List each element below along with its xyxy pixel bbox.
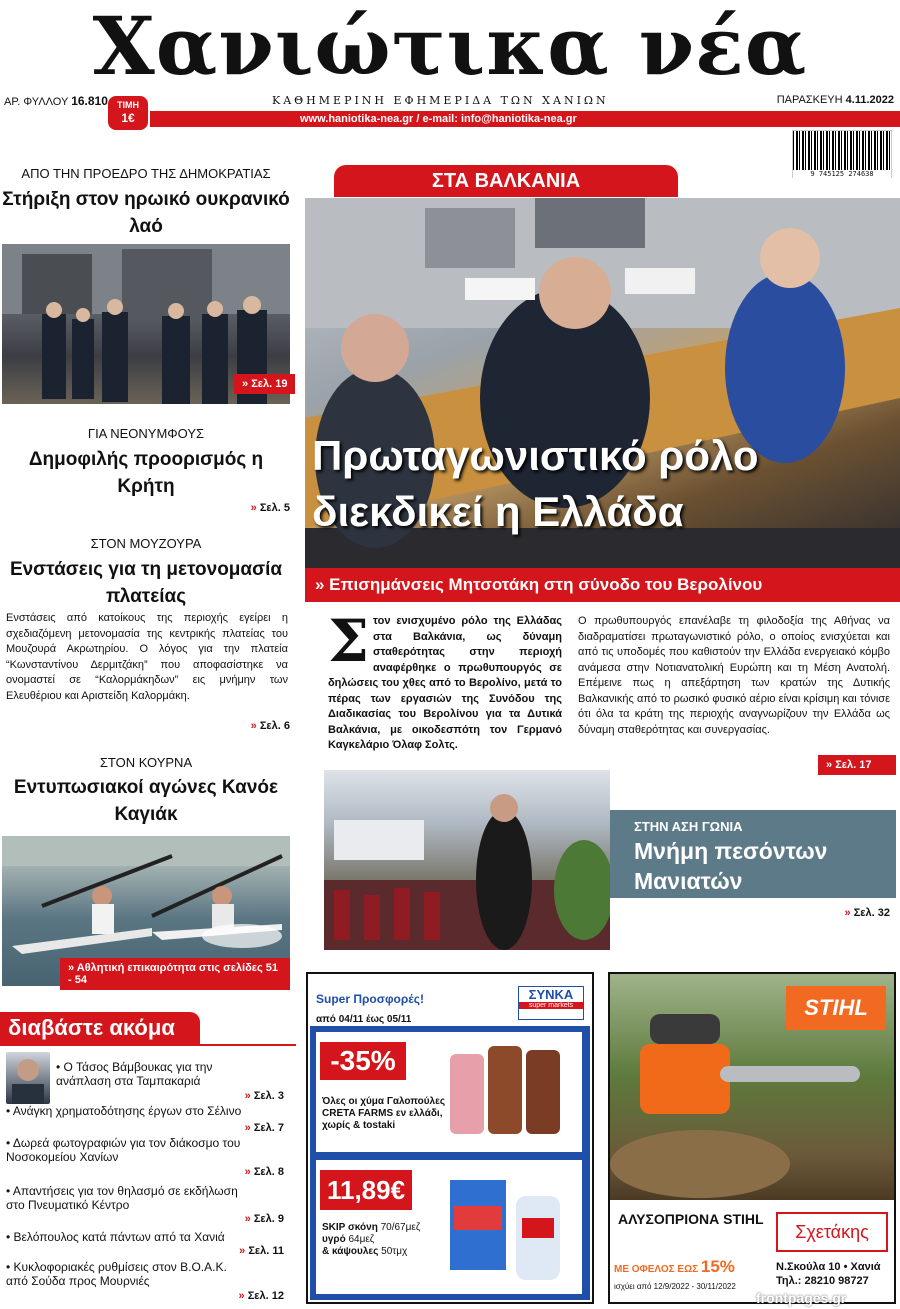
readmore-item-2-ref[interactable]: » Σελ. 7 [244,1122,284,1134]
barcode: 9 745125 274638 [792,130,892,178]
readmore-item-1[interactable]: • Ο Τάσος Βάμβουκας για την ανάπλαση στα Ταμπακαριά [56,1060,213,1088]
issue-info: ΑΡ. ΦΥΛΛΟΥ 16.810 [4,94,108,108]
memorial-ceremony-photo [324,770,610,950]
story4-kicker: ΣΤΟΝ ΚΟΥΡΝΑ [99,755,193,770]
dealer-logo: Σχετάκης [776,1212,888,1252]
ash-headline: Μνήμη πεσόντων Μανιατών [634,838,828,894]
story1-kicker: ΑΠΟ ΤΗΝ ΠΡΟΕΔΡΟ ΤΗΣ ΔΗΜΟΚΡΑΤΙΑΣ [21,166,271,181]
readmore-item-5-ref[interactable]: » Σελ. 11 [239,1245,284,1257]
stihl-logo: STIHL [786,986,886,1030]
synka-ad[interactable] [306,972,594,1304]
readmore-item-3-ref[interactable]: » Σελ. 8 [244,1166,284,1178]
main-page-ref[interactable]: » Σελ. 17 [818,755,896,775]
synka-logo: ΣΥΝΚΑ super markets [518,986,584,1020]
story1-headline[interactable]: Στήριξη στον ηρωικό ουκρανικό λαό [2,189,290,237]
story3-page-ref[interactable]: » Σελ. 6 [250,720,290,732]
ash-page-ref[interactable]: » Σελ. 32 [844,907,890,919]
ash-photo [324,770,610,950]
masthead [0,0,900,92]
dropcap: Σ [328,607,370,675]
readmore-item-5[interactable]: • Βελόπουλος κατά πάντων από τα Χανιά [6,1230,225,1244]
main-headline[interactable]: Πρωταγωνιστικό ρόλο διεκδικεί η Ελλάδα [312,432,759,535]
offer2-value: 11,89€ [320,1170,412,1210]
story2-headline[interactable]: Δημοφιλής προορισμός η Κρήτη [28,449,264,497]
main-lead: Στον ενισχυμένο ρόλο της Ελλάδας στα Βαλκάνια, ως δύναμη σταθερότητας στην περιοχή αναφέρθηκε ο πρωθυπουργός σε δηλώσεις του χθες από το Βερολίνο, μετά το πέρας των εργασιών της Συνόδου της Διαδικασίας του Βερολίνου για τα Δυτικά Βαλκάνια, με οικοδεσπότη τον Γερμανό Καγκελάριο Όλαφ Σολτς. [328,607,562,751]
watermark: frontpages.gr [756,1290,847,1306]
dealer-address: Ν.Σκούλα 10 • Χανιά Τηλ.: 28210 98727 [776,1261,881,1287]
stihl-offer: ΜΕ ΟΦΕΛΟΣ ΕΩΣ 15% [614,1257,735,1276]
date-info: ΠΑΡΑΣΚΕΥΗ 4.11.2022 [776,94,894,106]
readmore-item-4-ref[interactable]: » Σελ. 9 [244,1213,284,1225]
offer1-text: Όλες οι χύμα Γαλοπούλες CRETA FARMS εν ελλάδι, χωρίς & tostaki [322,1096,446,1131]
turkey-products-icon [446,1038,576,1148]
readmore-item-6[interactable]: • Κυκλοφοριακές ρυθμίσεις στον Β.Ο.Α.Κ. από Σούδα προς Μουρνιές [6,1260,227,1288]
readmore-rule [0,1044,296,1046]
readmore-portrait [6,1052,50,1104]
story1-page-ref[interactable]: » Σελ. 19 [234,374,295,394]
tagline: ΚΑΘΗΜΕΡΙΝΗ ΕΦΗΜΕΡΙΔΑ ΤΩΝ ΧΑΝΙΩΝ [272,94,609,107]
sports-banner[interactable]: » Αθλητική επικαιρότητα στις σελίδες 51 - 54 [60,958,290,990]
synka-panel [310,1026,590,1300]
offer1-value: -35% [320,1042,406,1080]
ash-box[interactable] [610,810,896,898]
readmore-item-2[interactable]: • Ανάγκη χρηματοδότησης έργων στο Σέλινο [6,1104,242,1118]
detergent-products-icon [446,1166,576,1290]
story3-body: Ενστάσεις από κατοίκους της περιοχής εγείρει η σχεδιαζόμενη μετονομασία της κεντρικής πλατείας του Μουζουρά Ακρωτηρίου. Ο λόγος για την πλατεία “Κωνσταντίνου Δερμιτζάκη” που αποφασίστηκε να ονομαστεί σε “Καλορμάκηδων” εις μνήμην των Ελευθέριου και Αριστείδη Καλορμάκη. [6,612,288,702]
story3-kicker: ΣΤΟΝ ΜΟΥΖΟΥΡΑ [90,536,202,551]
offer2-text: SKIP σκόνη 70/67μεζ υγρό 64μεζ & κάψουλες 50τμχ [322,1222,421,1257]
ash-kicker: ΣΤΗΝ ΑΣΗ ΓΩΝΙΑ [634,819,743,834]
main-subheadline[interactable]: » Επισημάνσεις Μητσοτάκη στη σύνοδο του Βερολίνου [305,568,900,602]
main-section-tab: ΣΤΑ ΒΑΛΚΑΝΙΑ [334,165,678,197]
story2-page-ref[interactable]: » Σελ. 5 [250,502,290,514]
readmore-title: διαβάστε ακόμα [0,1012,200,1044]
newspaper-title: Χανιώτικα νέα [92,0,808,93]
synka-dates: από 04/11 έως 05/11 [316,1014,412,1025]
offer2-card [316,1160,582,1294]
story3-headline[interactable]: Ενστάσεις για τη μετονομασία πλατείας [9,559,283,607]
person-avatar [6,1052,50,1104]
stihl-ad[interactable] [608,972,896,1304]
offer1-card [316,1032,582,1152]
story2-kicker: ΓΙΑ ΝΕΟΝΥΜΦΟΥΣ [87,426,205,441]
stihl-product: ΑΛΥΣΟΠΡΙΟΝΑ STIHL [618,1211,764,1227]
price-badge: ΤΙΜΗ 1€ [108,96,148,130]
readmore-item-1-ref[interactable]: » Σελ. 3 [244,1090,284,1102]
contact-bar[interactable]: www.haniotika-nea.gr / e-mail: info@haniotika-nea.gr [150,111,900,127]
story4-headline[interactable]: Εντυπωσιακοί αγώνες Κανόε Καγιάκ [13,777,279,825]
stihl-validity: ισχύει από 12/9/2022 - 30/11/2022 [614,1282,736,1291]
readmore-item-4[interactable]: • Απαντήσεις για τον θηλασμό σε εκδήλωση στο Πνευματικό Κέντρο [6,1184,238,1212]
main-body: Ο πρωθυπουργός επανέλαβε τη φιλοδοξία της Αθήνας να διαδραματίσει πρωταγωνιστικό ρόλο, ο οποίος ενισχύεται και από τις υποδομές που καθιστούν την Ελλάδα ενεργειακό κόμβο ανάμεσα στην Νοτιανατολική Ευρώπη και τη Μέση Ανατολή. Επέμεινε πως η απεξάρτηση των κρατών της Δυτικής Βαλκανικής από το ρωσικό φυσικό αέριο είναι κρίσιμη και τόνισε ότι όλα τα κράτη της περιοχής αναγνωρίζουν την Ελλάδα ως δύναμη σταθερότητας και συνεργασίας. [578,615,890,736]
readmore-item-6-ref[interactable]: » Σελ. 12 [238,1290,284,1302]
synka-title: Super Προσφορές! [316,992,424,1006]
readmore-item-3[interactable]: • Δωρεά φωτογραφιών για τον διάκοσμο του Νοσοκομείου Χανίων [6,1136,241,1164]
